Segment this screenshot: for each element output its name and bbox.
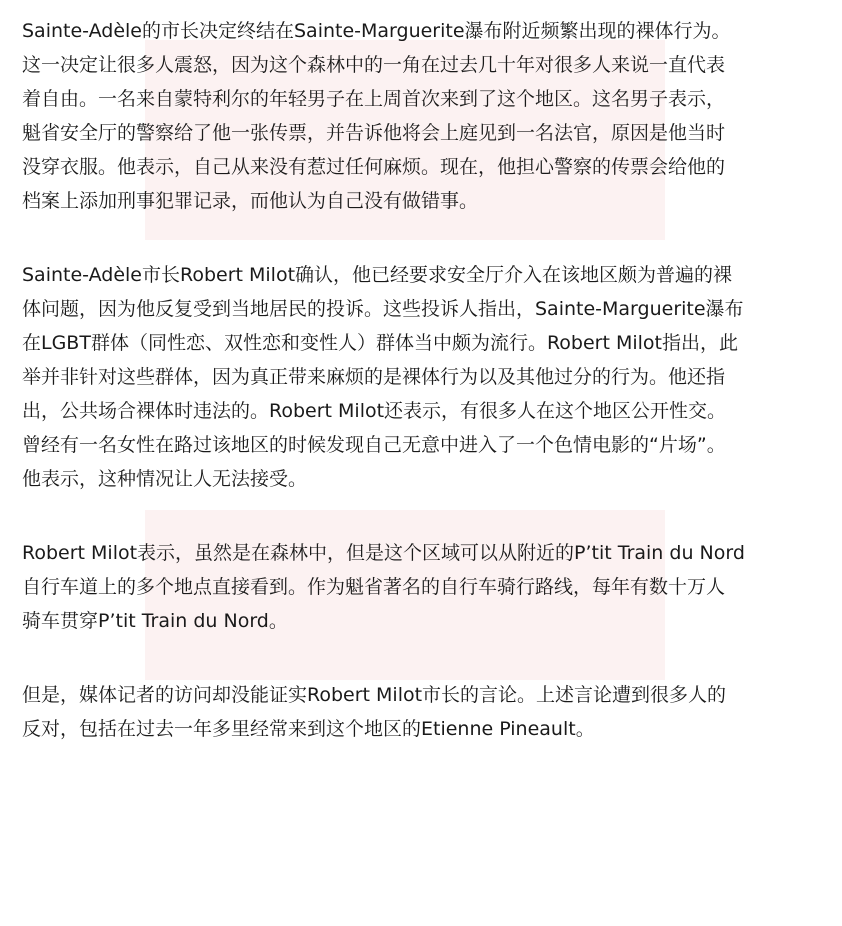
paragraph-4 <box>22 678 822 746</box>
text-line: 着自由。一名来自蒙特利尔的年轻男子在上周首次来到了这个地区。这名男子表示， <box>22 88 726 110</box>
text-line: 档案上添加刑事犯罪记录，而他认为自己没有做错事。 <box>22 190 479 212</box>
text-line: 骑车贯穿P’tit Train du Nord。 <box>22 610 288 632</box>
paragraph-2 <box>22 258 822 496</box>
text-line: 自行车道上的多个地点直接看到。作为魁省著名的自行车骑行路线，每年有数十万人 <box>22 576 726 598</box>
text-line: Robert Milot表示，虽然是在森林中，但是这个区域可以从附近的P’tit Train du Nord <box>22 542 745 564</box>
paragraph-1 <box>22 14 822 218</box>
text-line: 反对，包括在过去一年多里经常来到这个地区的Etienne Pineault。 <box>22 718 595 740</box>
text-line: 举并非针对这些群体，因为真正带来麻烦的是裸体行为以及其他过分的行为。他还指 <box>22 366 726 388</box>
text-line: Sainte-Adèle市长Robert Milot确认，他已经要求安全厅介入在该地区颇为普遍的裸 <box>22 264 733 286</box>
text-line: 在LGBT群体（同性恋、双性恋和变性人）群体当中颇为流行。Robert Milot指出，此 <box>22 332 738 354</box>
text-line: 这一决定让很多人震怒，因为这个森林中的一角在过去几十年对很多人来说一直代表 <box>22 54 726 76</box>
text-line: 曾经有一名女性在路过该地区的时候发现自己无意中进入了一个色情电影的“片场”。 <box>22 434 726 456</box>
text-line: 但是，媒体记者的访问却没能证实Robert Milot市长的言论。上述言论遭到很多人的 <box>22 684 727 706</box>
text-line: 出，公共场合裸体时违法的。Robert Milot还表示，有很多人在这个地区公开性交。 <box>22 400 727 422</box>
text-line: Sainte-Adèle的市长决定终结在Sainte-Marguerite瀑布附近频繁出现的裸体行为。 <box>22 20 731 42</box>
text-line: 体问题，因为他反复受到当地居民的投诉。这些投诉人指出，Sainte-Marguerite瀑布 <box>22 298 744 320</box>
text-line: 他表示，这种情况让人无法接受。 <box>22 468 308 490</box>
text-line: 没穿衣服。他表示，自己从来没有惹过任何麻烦。现在，他担心警察的传票会给他的 <box>22 156 726 178</box>
text-line: 魁省安全厅的警察给了他一张传票，并告诉他将会上庭见到一名法官，原因是他当时 <box>22 122 726 144</box>
article-body <box>22 14 822 786</box>
paragraph-3 <box>22 536 822 638</box>
